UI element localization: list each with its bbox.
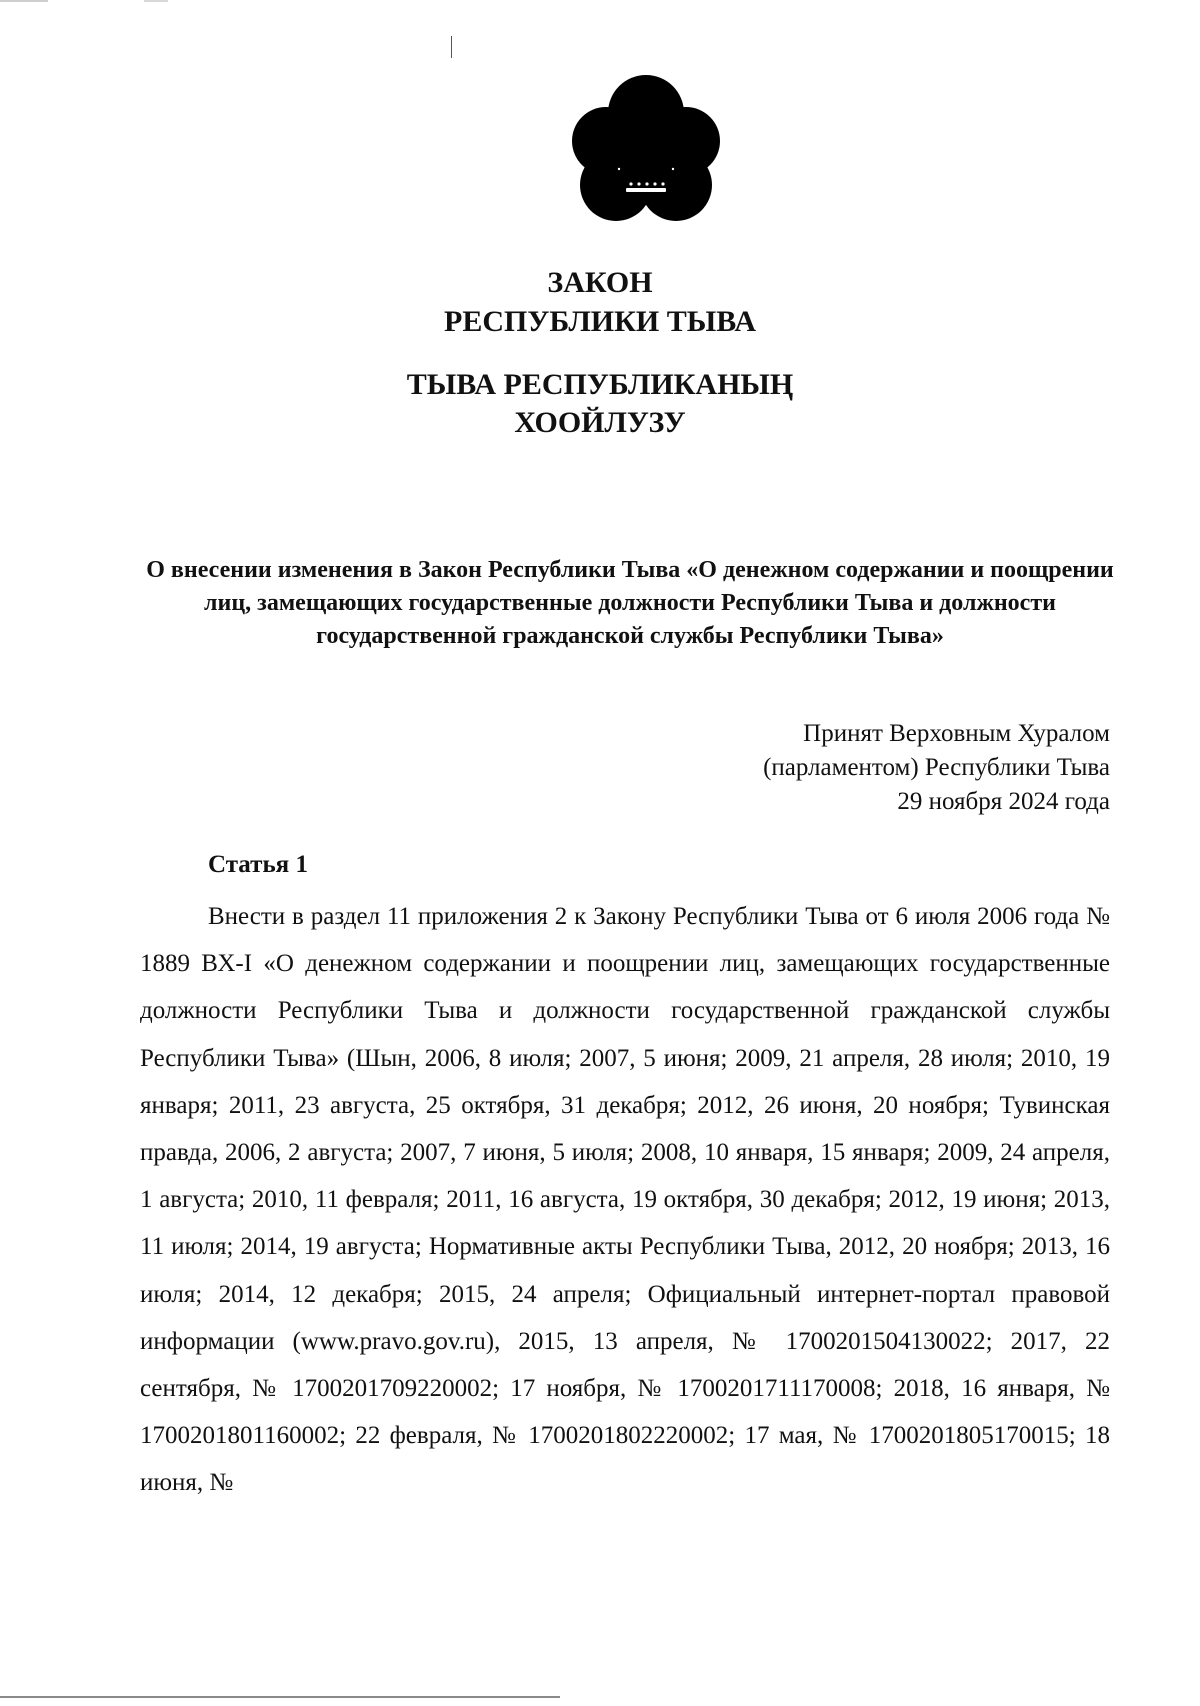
scan-artifact-top: [0, 0, 1200, 2]
scan-artifact-mark: [451, 36, 452, 58]
adoption-line1: Принят Верховным Хуралом: [803, 720, 1110, 747]
article-heading: Статья 1: [208, 851, 308, 878]
tuva-emblem-icon: [571, 73, 721, 226]
article-body: Внести в раздел 11 приложения 2 к Закону Республики Тыва от 6 июля 2006 года № 1889 ВХ-I «О денежном содержании и поощрении лиц, замещающих государственные должности Республики Тыва и должности государственной гражданской службы Республики Тыва» (Шын, 2006, 8 июля; 2007, 5 июня; 2009, 21 апреля, 28 июля; 2010, 19 января; 2011, 23 августа, 25 октября, 31 декабря; 2012, 26 июня, 20 ноября; Тувинская правда, 2006, 2 августа; 2007, 7 июня, 5 июля; 2008, 10 января, 15 января; 2009, 24 апреля, 1 августа; 2010, 11 февраля; 2011, 16 августа, 19 октября, 30 декабря; 2012, 19 июня; 2013, 11 июля; 2014, 19 августа; Нормативные акты Республики Тыва, 2012, 20 ноября; 2013, 16 июля; 2014, 12 декабря; 2015, 24 апреля; Официальный интернет-портал правовой информации (www.pravo.gov.ru), 2015, 13 апреля, № 1700201504130022; 2017, 22 сентября, № 1700201709220002; 17 ноября, № 1700201711170008; 2018, 16 января, № 1700201801160002; 22 февраля, № 1700201802220002; 17 мая, № 1700201805170015; 18 июня, №: [140, 903, 1110, 1497]
law-title-ru-line2: РЕСПУБЛИКИ ТЫВА: [444, 305, 756, 338]
adoption-line2: (парламентом) Республики Тыва: [763, 754, 1110, 781]
adoption-date: 29 ноября 2024 года: [897, 788, 1110, 815]
scan-artifact-bottom: [0, 1696, 560, 1698]
adoption-note: [763, 717, 1110, 819]
law-subject: О внесении изменения в Закон Республики Тыва «О денежном содержании и поощрении лиц, замещающих государственные должности Республики Тыва и должности государственной гражданской службы Республики Тыва»: [146, 557, 1114, 649]
law-title-ty-line1: ТЫВА РЕСПУБЛИКАНЫҢ: [406, 368, 794, 401]
law-title-ty-line2: ХООЙЛУЗУ: [514, 406, 686, 439]
law-title-ru-line1: ЗАКОН: [547, 266, 653, 299]
